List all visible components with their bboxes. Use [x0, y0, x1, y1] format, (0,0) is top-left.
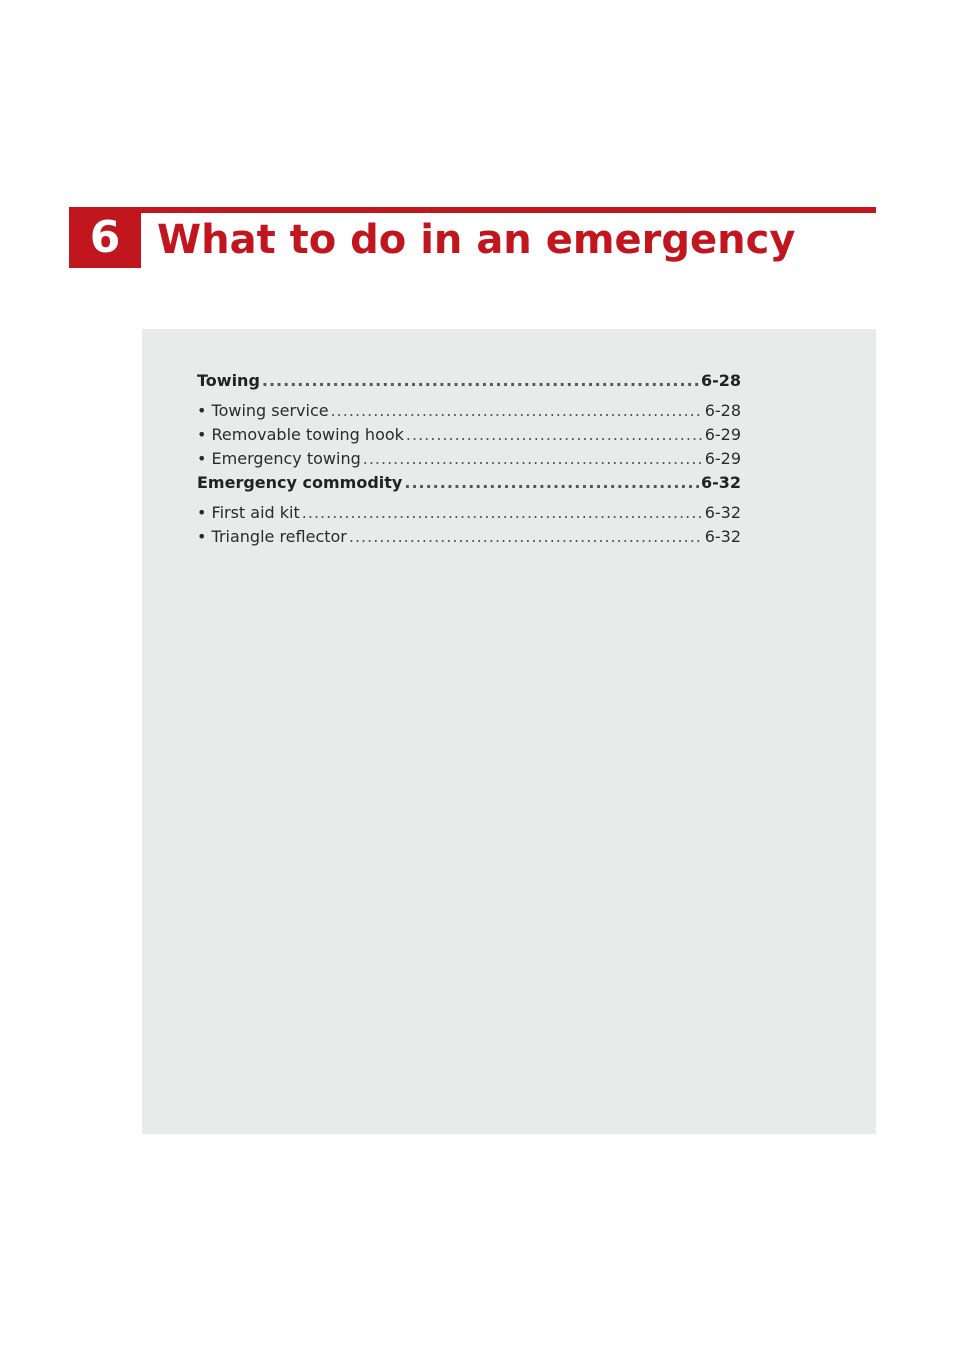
- toc-leader-dots: [406, 423, 703, 447]
- toc-item-label: • Emergency towing: [197, 449, 361, 468]
- toc-page-number: 6-32: [704, 527, 741, 546]
- chapter-number: 6: [69, 207, 141, 268]
- toc-leader-dots: [302, 501, 703, 525]
- toc-item-label: • Triangle reflector: [197, 527, 347, 546]
- toc-section-towing[interactable]: [197, 369, 741, 393]
- toc-leader-dots: [363, 447, 703, 471]
- toc-section-emergency-commodity[interactable]: [197, 471, 741, 495]
- toc-item-first-aid-kit[interactable]: [197, 501, 741, 525]
- toc-section-label: Towing: [197, 371, 260, 390]
- toc-list: [197, 369, 741, 549]
- toc-item-triangle-reflector[interactable]: [197, 525, 741, 549]
- toc-leader-dots: [349, 525, 703, 549]
- toc-item-label: • First aid kit: [197, 503, 300, 522]
- toc-page-number: 6-29: [704, 449, 741, 468]
- toc-page-number: 6-29: [704, 425, 741, 444]
- toc-item-removable-towing-hook[interactable]: [197, 423, 741, 447]
- toc-page-number: 6-32: [700, 473, 741, 492]
- chapter-header: [0, 0, 960, 300]
- toc-leader-dots: [404, 471, 699, 495]
- toc-item-label: • Removable towing hook: [197, 425, 404, 444]
- toc-leader-dots: [331, 399, 703, 423]
- toc-section-label: Emergency commodity: [197, 473, 403, 492]
- toc-item-towing-service[interactable]: [197, 399, 741, 423]
- toc-leader-dots: [262, 369, 699, 393]
- toc-page-number: 6-28: [700, 371, 741, 390]
- toc-item-emergency-towing[interactable]: [197, 447, 741, 471]
- toc-page-number: 6-28: [704, 401, 741, 420]
- toc-item-label: • Towing service: [197, 401, 329, 420]
- chapter-title: What to do in an emergency: [157, 217, 796, 263]
- toc-page-number: 6-32: [704, 503, 741, 522]
- toc-panel: [142, 329, 876, 1134]
